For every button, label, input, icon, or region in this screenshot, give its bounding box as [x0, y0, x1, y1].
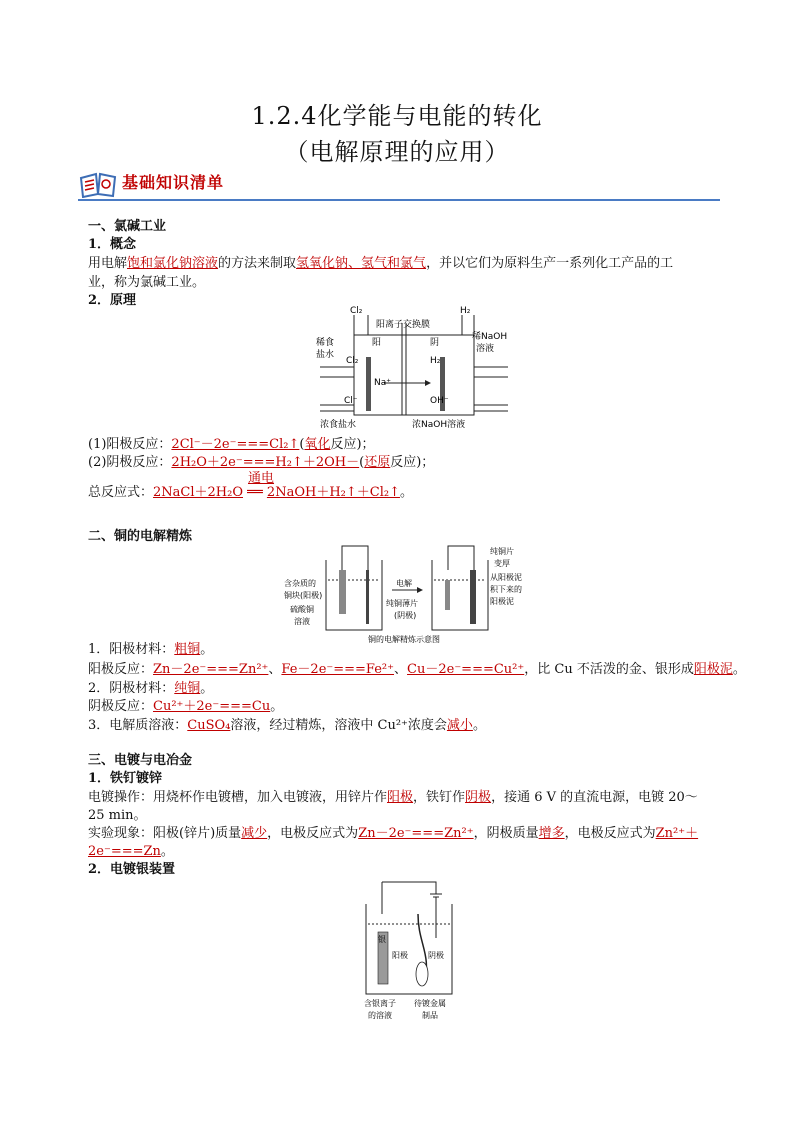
subheading-principle: 2．原理 — [88, 293, 137, 308]
fig3-item: 待镀金属 — [414, 999, 446, 1008]
refining-cathode-material: 2．阴极材料：纯铜。 — [88, 681, 214, 696]
page-subtitle: （电解原理的应用） — [284, 138, 510, 166]
fig2-pure: 纯铜薄片 — [386, 599, 418, 608]
fig2-thicken-2: 变厚 — [494, 559, 510, 568]
total-reaction: 总反应式：2NaCl＋2H₂O ══ 2NaOH＋H₂↑＋Cl₂↑。 — [88, 485, 413, 500]
fig2-cuso4: 硫酸铜 — [290, 605, 314, 614]
refining-anode-reaction: 阳极反应：Zn－2e⁻===Zn²⁺、Fe－2e⁻===Fe²⁺、Cu－2e⁻===Cu²⁺，比 Cu 不活泼的金、银形成阳极泥。 — [88, 662, 746, 677]
fig1-cl2-out: Cl₂ — [350, 306, 363, 316]
fig2-impure: 含杂质的 — [284, 579, 316, 588]
fig1-anode: 阳 — [372, 338, 382, 348]
fig1-dilute-brine: 稀食 — [316, 338, 335, 348]
fig2-mud: 从阳极泥 — [490, 573, 522, 582]
fig3-cathode: 阴极 — [428, 951, 444, 960]
fig2-mud-3: 阳极泥 — [490, 597, 514, 606]
plating-operation-2: 25 min。 — [88, 808, 147, 823]
refining-anode-material: 1．阳极材料：粗铜。 — [88, 642, 214, 657]
fig1-naoh-dilute: 稀NaOH — [472, 332, 508, 342]
concept-line-1: 用电解饱和氯化钠溶液的方法来制取氢氧化钠、氢气和氯气，并以它们为原料生产一系列化工产品的工 — [88, 256, 674, 271]
fig1-h2-in: H₂ — [430, 356, 441, 366]
fig3-solution: 含银离子 — [364, 999, 396, 1008]
fig2-mud-2: 积下来的 — [490, 585, 522, 594]
section-heading-1: 一、氯碱工业 — [88, 219, 167, 234]
fig1-conc-brine: 浓食盐水 — [320, 420, 357, 430]
fig2-impure-2: 铜块(阳极) — [284, 591, 323, 600]
banner-divider — [78, 199, 720, 201]
fig2-pure-2: (阴极) — [394, 611, 417, 620]
plating-observation-2: 2e⁻===Zn。 — [88, 844, 174, 859]
anode-reaction: (1)阳极反应：2Cl⁻－2e⁻===Cl₂↑(氧化反应)； — [88, 437, 375, 452]
fig1-na-ion: Na⁺ — [374, 378, 391, 388]
fig1-oh-ion: OH⁻ — [430, 396, 449, 406]
fig1-cathode: 阴 — [430, 338, 440, 348]
fig1-cl-ion: Cl⁻ — [344, 396, 358, 406]
fig2-electrolysis: 电解 — [396, 579, 412, 588]
fig2-caption: 铜的电解精炼示意图 — [368, 635, 440, 644]
fig1-h2-out: H₂ — [460, 306, 471, 316]
plating-observation-1: 实验现象：阳极(锌片)质量减少，电极反应式为Zn－2e⁻===Zn²⁺，阴极质量增多，电极反应式为Zn²⁺＋ — [88, 826, 699, 841]
book-icon — [78, 170, 118, 198]
subheading-zinc-plating: 1．铁钉镀锌 — [88, 771, 163, 786]
refining-cathode-reaction: 阴极反应：Cu²⁺＋2e⁻===Cu。 — [88, 699, 284, 714]
section-heading-2: 二、铜的电解精炼 — [88, 529, 193, 544]
fig3-solution-2: 的溶液 — [368, 1011, 392, 1020]
section-heading-3: 三、电镀与电冶金 — [88, 753, 193, 768]
subheading-silver-plating: 2．电镀银装置 — [88, 862, 176, 877]
fig3-item-2: 制品 — [422, 1011, 438, 1020]
banner-label: 基础知识清单 — [122, 173, 225, 192]
chlor-alkali-diagram — [312, 305, 512, 433]
cathode-reaction: (2)阴极反应：2H₂O＋2e⁻===H₂↑＋2OH－(还原反应)； — [88, 455, 435, 470]
page-title: 1.2.4化学能与电能的转化 — [251, 102, 543, 130]
refining-electrolyte: 3．电解质溶液：CuSO₄溶液，经过精炼，溶液中 Cu²⁺浓度会减小。 — [88, 718, 486, 733]
fig1-naoh-dilute-2: 溶液 — [476, 344, 495, 354]
fig1-cl2-in: Cl₂ — [346, 356, 359, 366]
fig2-cuso4-2: 溶液 — [294, 617, 310, 626]
fig3-anode: 阳极 — [392, 951, 408, 960]
fig3-silver: 银 — [378, 935, 386, 944]
subheading-concept: 1．概念 — [88, 237, 137, 252]
copper-refining-diagram — [282, 540, 532, 646]
fig2-thicken: 纯铜片 — [490, 547, 514, 556]
fig1-dilute-brine-2: 盐水 — [316, 350, 335, 360]
section-banner — [78, 168, 720, 202]
concept-line-2: 业，称为氯碱工业。 — [88, 275, 206, 290]
plating-operation-1: 电镀操作：用烧杯作电镀槽，加入电镀液，用锌片作阳极，铁钉作阴极，接通 6 V 的直流电源，电镀 20～ — [88, 790, 698, 805]
fig1-conc-naoh: 浓NaOH溶液 — [412, 420, 466, 430]
fig1-membrane: 阳离子交换膜 — [376, 320, 431, 330]
silver-plating-diagram — [356, 874, 466, 1024]
electrolysis-condition: 通电 — [248, 471, 275, 486]
